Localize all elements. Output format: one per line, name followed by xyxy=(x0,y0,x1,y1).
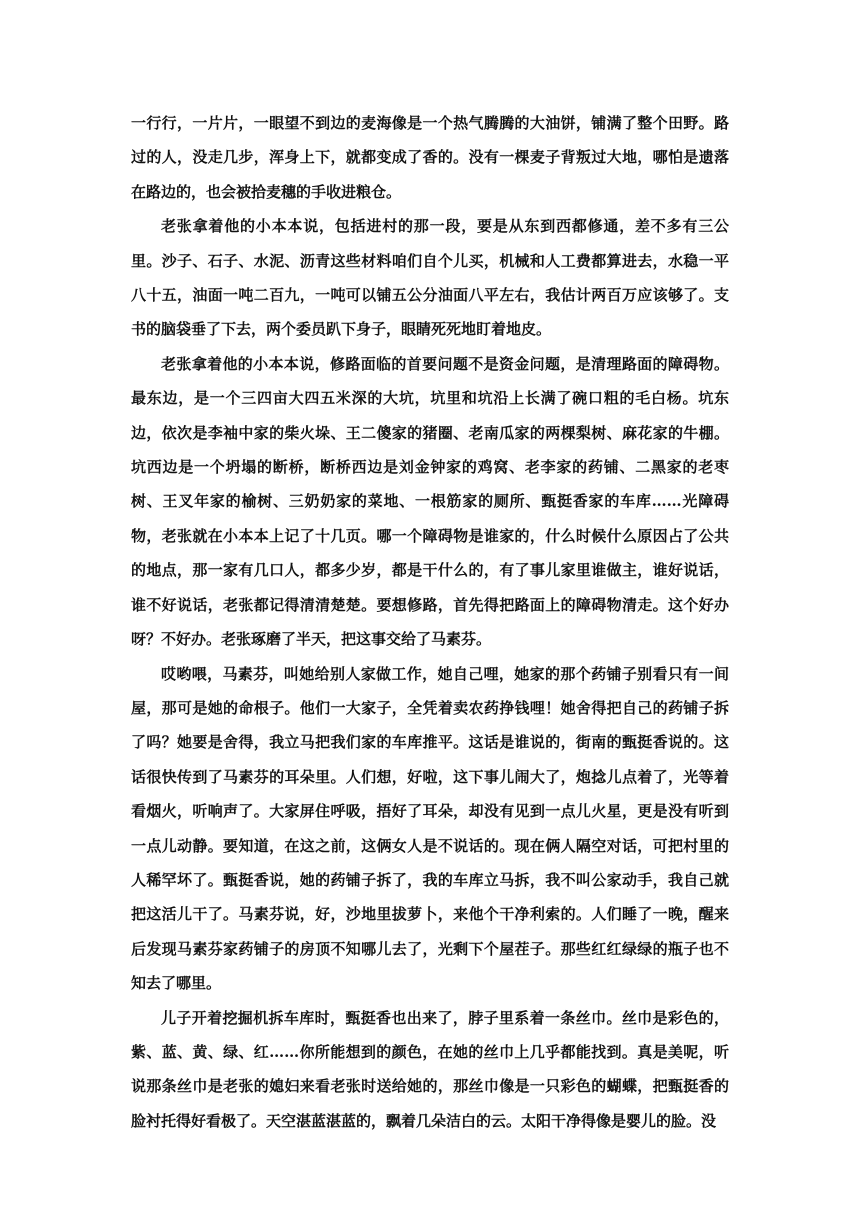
document-body xyxy=(131,106,729,1138)
paragraph-5: 儿子开着挖掘机拆车库时，甄挺香也出来了，脖子里系着一条丝巾。丝巾是彩色的，紫、蓝、黄、绿、红……你所能想到的颜色，在她的丝巾上几乎都能找到。真是美呢，听说那条丝巾是老张的媳妇来看老张时送给她的，那丝巾像是一只彩色的蝴蝶，把甄挺香的脸衬托得好看极了。天空湛蓝湛蓝的，飘着几朵洁白的云。太阳干净得像是婴儿的脸。没 xyxy=(131,1008,729,1130)
paragraph-3: 老张拿着他的小本本说，修路面临的首要问题不是资金问题，是清理路面的障碍物。最东边，是一个三四亩大四五米深的大坑，坑里和坑沿上长满了碗口粗的毛白杨。坑东边，依次是李袖中家的柴火垛、王二傻家的猪圈、老南瓜家的两棵梨树、麻花家的牛棚。坑西边是一个坍塌的断桥，断桥西边是刘金钟家的鸡窝、老李家的药铺、二黑家的老枣树、王叉年家的榆树、三奶奶家的菜地、一根筋家的厕所、甄挺香家的车库……光障碍物，老张就在小本本上记了十几页。哪一个障碍物是谁家的，什么时候什么原因占了公共的地点，那一家有几口人，都多少岁，都是干什么的，有了事儿家里谁做主，谁好说话，谁不好说话，老张都记得清清楚楚。要想修路，首先得把路面上的障碍物清走。这个好办呀？不好办。老张琢磨了半天，把这事交给了马素芬。 xyxy=(131,354,729,649)
paragraph-4: 哎哟喂，马素芬，叫她给别人家做工作，她自己哩，她家的那个药铺子别看只有一间屋，那可是她的命根子。他们一大家子，全凭着卖农药挣钱哩！她舍得把自己的药铺子拆了吗？她要是舍得，我立马把我们家的车库推平。这话是谁说的，街南的甄挺香说的。这话很快传到了马素芬的耳朵里。人们想，好啦，这下事儿闹大了，炮捻儿点着了，光等着看烟火，听响声了。大家屏住呼吸，捂好了耳朵，却没有见到一点儿火星，更是没有听到一点儿动静。要知道，在这之前，这俩女人是不说话的。现在俩人隔空对话，可把村里的人稀罕坏了。甄挺香说，她的药铺子拆了，我的车库立马拆，我不叫公家动手，我自己就把这活儿干了。马素芬说，好，沙地里拔萝卜，来他个干净利索的。人们睡了一晚，醒来后发现马素芬家药铺子的房顶不知哪儿去了，光剩下个屋茬子。那些红红绿绿的瓶子也不知去了哪里。 xyxy=(131,664,729,993)
paragraph-1: 一行行，一片片，一眼望不到边的麦海像是一个热气腾腾的大油饼，铺满了整个田野。路过的人，没走几步，浑身上下，就都变成了香的。没有一棵麦子背叛过大地，哪怕是遗落在路边的，也会被拾麦穗的手收进粮仓。 xyxy=(131,114,729,201)
paragraph-2: 老张拿着他的小本本说，包括进村的那一段，要是从东到西都修通，差不多有三公里。沙子、石子、水泥、沥青这些材料咱们自个儿买，机械和人工费都算进去，水稳一平八十五，油面一吨二百九，一吨可以铺五公分油面八平左右，我估计两百万应该够了。支书的脑袋垂了下去，两个委员趴下身子，眼睛死死地盯着地皮。 xyxy=(131,217,729,339)
